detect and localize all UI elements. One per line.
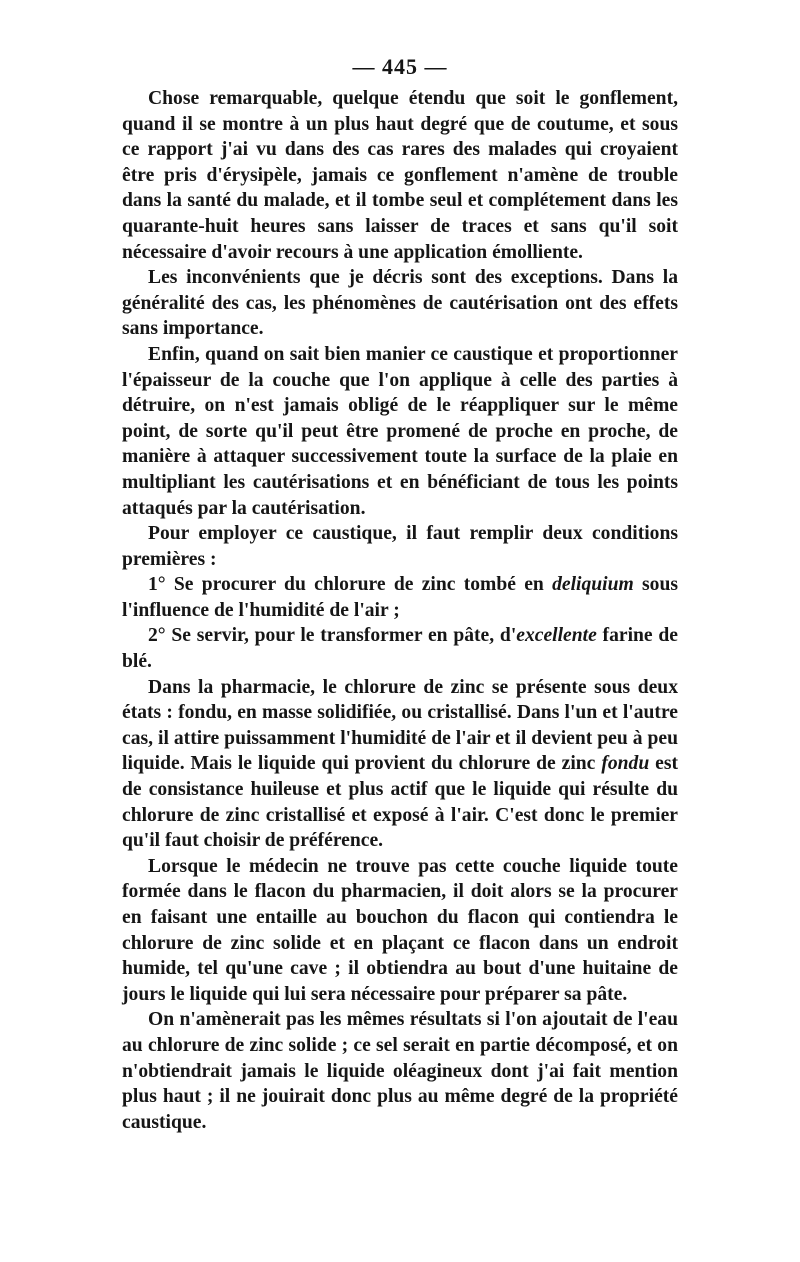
paragraph-3	[122, 342, 678, 521]
paragraph-2	[122, 265, 678, 342]
italic-term: fondu	[601, 753, 650, 775]
paragraph-9	[122, 1007, 678, 1135]
paragraph-text: Pour employer ce caustique, il faut remplir deux conditions premières :	[122, 523, 678, 570]
paragraph-5	[122, 572, 678, 623]
paragraph-text: Dans la pharmacie, le chlorure de zinc se présente sous deux états : fondu, en masse solidifiée, ou cristallisé. Dans l'un et l'autre cas, il attire puissamment l'humidité de l'air et il devient peu à peu liquide. Mais le liquide qui provient du chlorure de zinc	[122, 676, 678, 775]
paragraph-text: Enfin, quand on sait bien manier ce caustique et proportionner l'épaisseur de la couche que l'on applique à celle des parties à détruire, on n'est jamais obligé de le réappliquer sur le même point, de sorte qu'il peut être promené de proche en proche, de manière à attaquer successivement toute la surface de la plaie en multipliant les cautérisations et en bénéficiant de tous les points attaqués par la cautérisation.	[122, 343, 678, 519]
page-number: — 445 —	[352, 54, 448, 79]
text-block	[122, 86, 678, 1135]
italic-term: excellente	[516, 625, 597, 647]
paragraph-4	[122, 521, 678, 572]
paragraph-text: est de consistance huileuse et plus actif que le liquide qui résulte du chlorure de zinc cristallisé et exposé à l'air. C'est donc le premier qu'il faut choisir de préférence.	[122, 753, 679, 852]
paragraph-7	[122, 675, 678, 854]
paragraph-text: farine de blé.	[122, 625, 678, 673]
paragraph-text: 2° Se servir, pour le transformer en pâte, d'	[148, 625, 517, 647]
paragraph-text: sous l'influence de l'humidité de l'air ;	[122, 574, 678, 621]
paragraph-1	[122, 86, 678, 265]
paragraph-text: Lorsque le médecin ne trouve pas cette couche liquide toute formée dans le flacon du pharmacien, il doit alors se la procurer en faisant une entaille au bouchon du flacon qui contiendra le chlorure de zinc solide et en plaçant ce flacon dans un endroit humide, tel qu'une cave ; il obtiendra au bout d'une huitaine de jours le liquide qui lui sera nécessaire pour préparer sa pâte.	[122, 855, 678, 1005]
paragraph-6	[122, 623, 678, 674]
paragraph-text: 1° Se procurer du chlorure de zinc tombé en	[148, 574, 553, 596]
italic-term: deliquium	[552, 574, 634, 596]
paragraph-text: Chose remarquable, quelque étendu que soit le gonflement, quand il se montre à un plus haut degré que de coutume, et sous ce rapport j'ai vu dans des cas rares des malades qui croyaient être pris d'érysipèle, jamais ce gonflement n'amène de trouble dans la santé du malade, et il tombe seul et complétement dans les quarante-huit heures sans laisser de traces et sans qu'il soit nécessaire d'avoir recours à une application émolliente.	[122, 88, 678, 263]
paragraph-text: On n'amènerait pas les mêmes résultats si l'on ajoutait de l'eau au chlorure de zinc solide ; ce sel serait en partie décomposé, et on n'obtiendrait jamais le liquide oléagineux dont j'ai fait mention plus haut ; il ne jouirait donc plus au même degré de la propriété caustique.	[122, 1009, 678, 1133]
paragraph-8	[122, 854, 678, 1008]
paragraph-text: Les inconvénients que je décris sont des exceptions. Dans la généralité des cas, les phénomènes de cautérisation ont des effets sans importance.	[122, 267, 678, 340]
